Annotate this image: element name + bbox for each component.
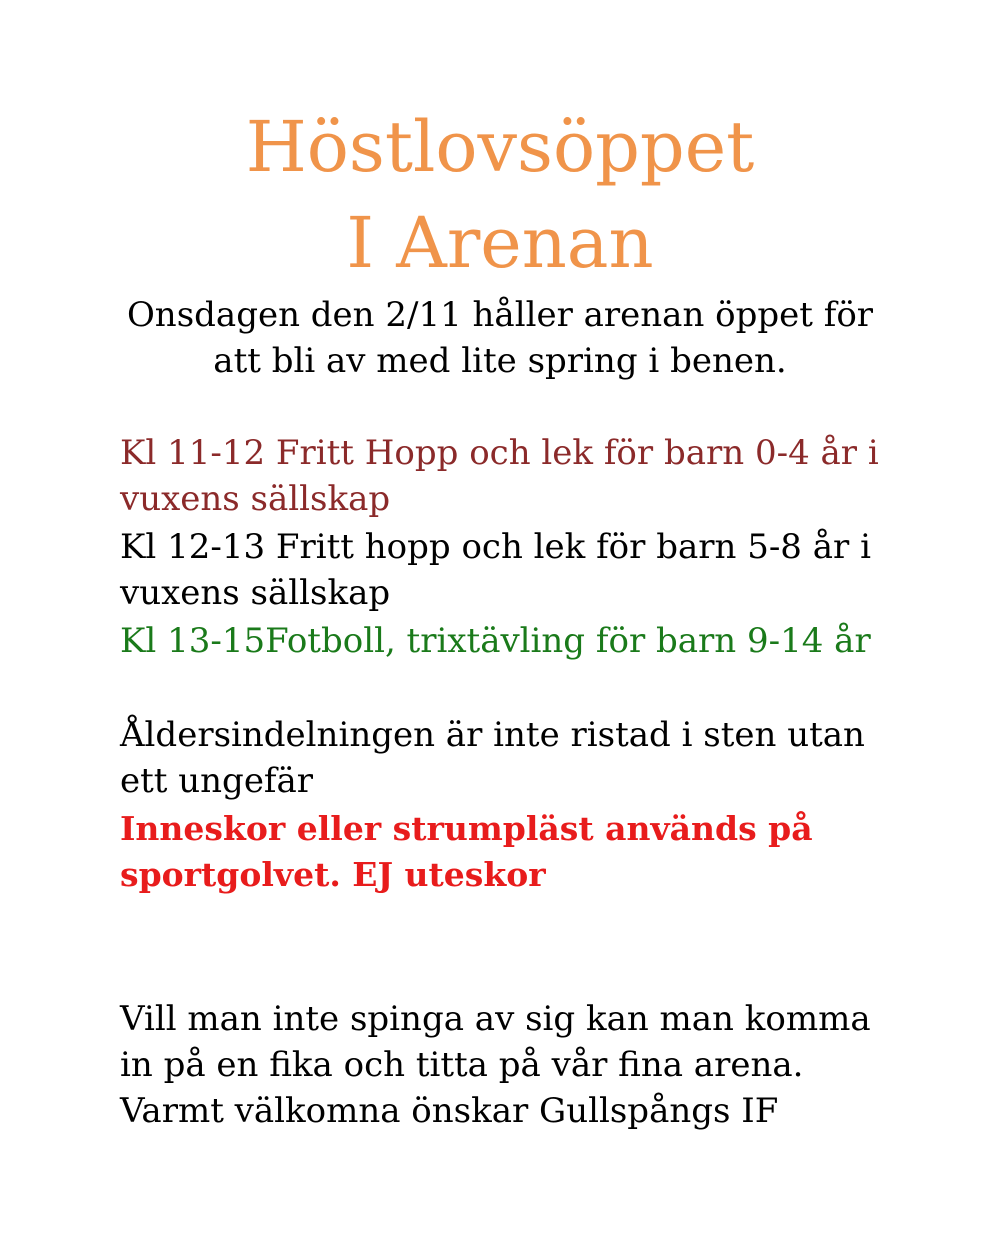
schedule-item-3	[120, 618, 980, 664]
schedule-item-1-line-1: Kl 11-12 Fritt Hopp och lek för barn 0-4 år i	[120, 433, 879, 473]
intro-paragraph	[0, 292, 1000, 384]
schedule-item-1-line-2: vuxens sällskap	[120, 479, 391, 519]
schedule-item-2	[120, 524, 980, 616]
schedule-item-1	[120, 430, 980, 522]
shoe-warning-line-1: Inneskor eller strumpläst används på	[120, 809, 813, 848]
intro-line-2: att bli av med lite spring i benen.	[213, 341, 787, 381]
closing-line-1: Vill man inte spinga av sig kan man komma	[120, 999, 871, 1039]
schedule-item-3-line-1: Kl 13-15Fotboll, trixtävling för barn 9-14 år	[120, 621, 871, 661]
closing-line-2: in på en fika och titta på vår fina arena.	[120, 1045, 804, 1085]
schedule-item-2-line-1: Kl 12-13 Fritt hopp och lek för barn 5-8 år i	[120, 527, 871, 567]
title-line-2: I Arenan	[346, 202, 654, 284]
age-note-line-2: ett ungefär	[120, 761, 314, 801]
shoe-warning	[120, 806, 980, 898]
age-note-line-1: Åldersindelningen är inte ristad i sten utan	[120, 715, 865, 755]
shoe-warning-line-2: sportgolvet. EJ uteskor	[120, 855, 546, 894]
title-line-1: Höstlovsöppet	[245, 106, 755, 188]
closing-line-3: Varmt välkomna önskar Gullspångs IF	[120, 1091, 779, 1131]
age-note	[120, 712, 980, 804]
intro-line-1: Onsdagen den 2/11 håller arenan öppet för	[126, 295, 874, 335]
closing-paragraph	[120, 996, 980, 1134]
schedule-item-2-line-2: vuxens sällskap	[120, 573, 391, 613]
